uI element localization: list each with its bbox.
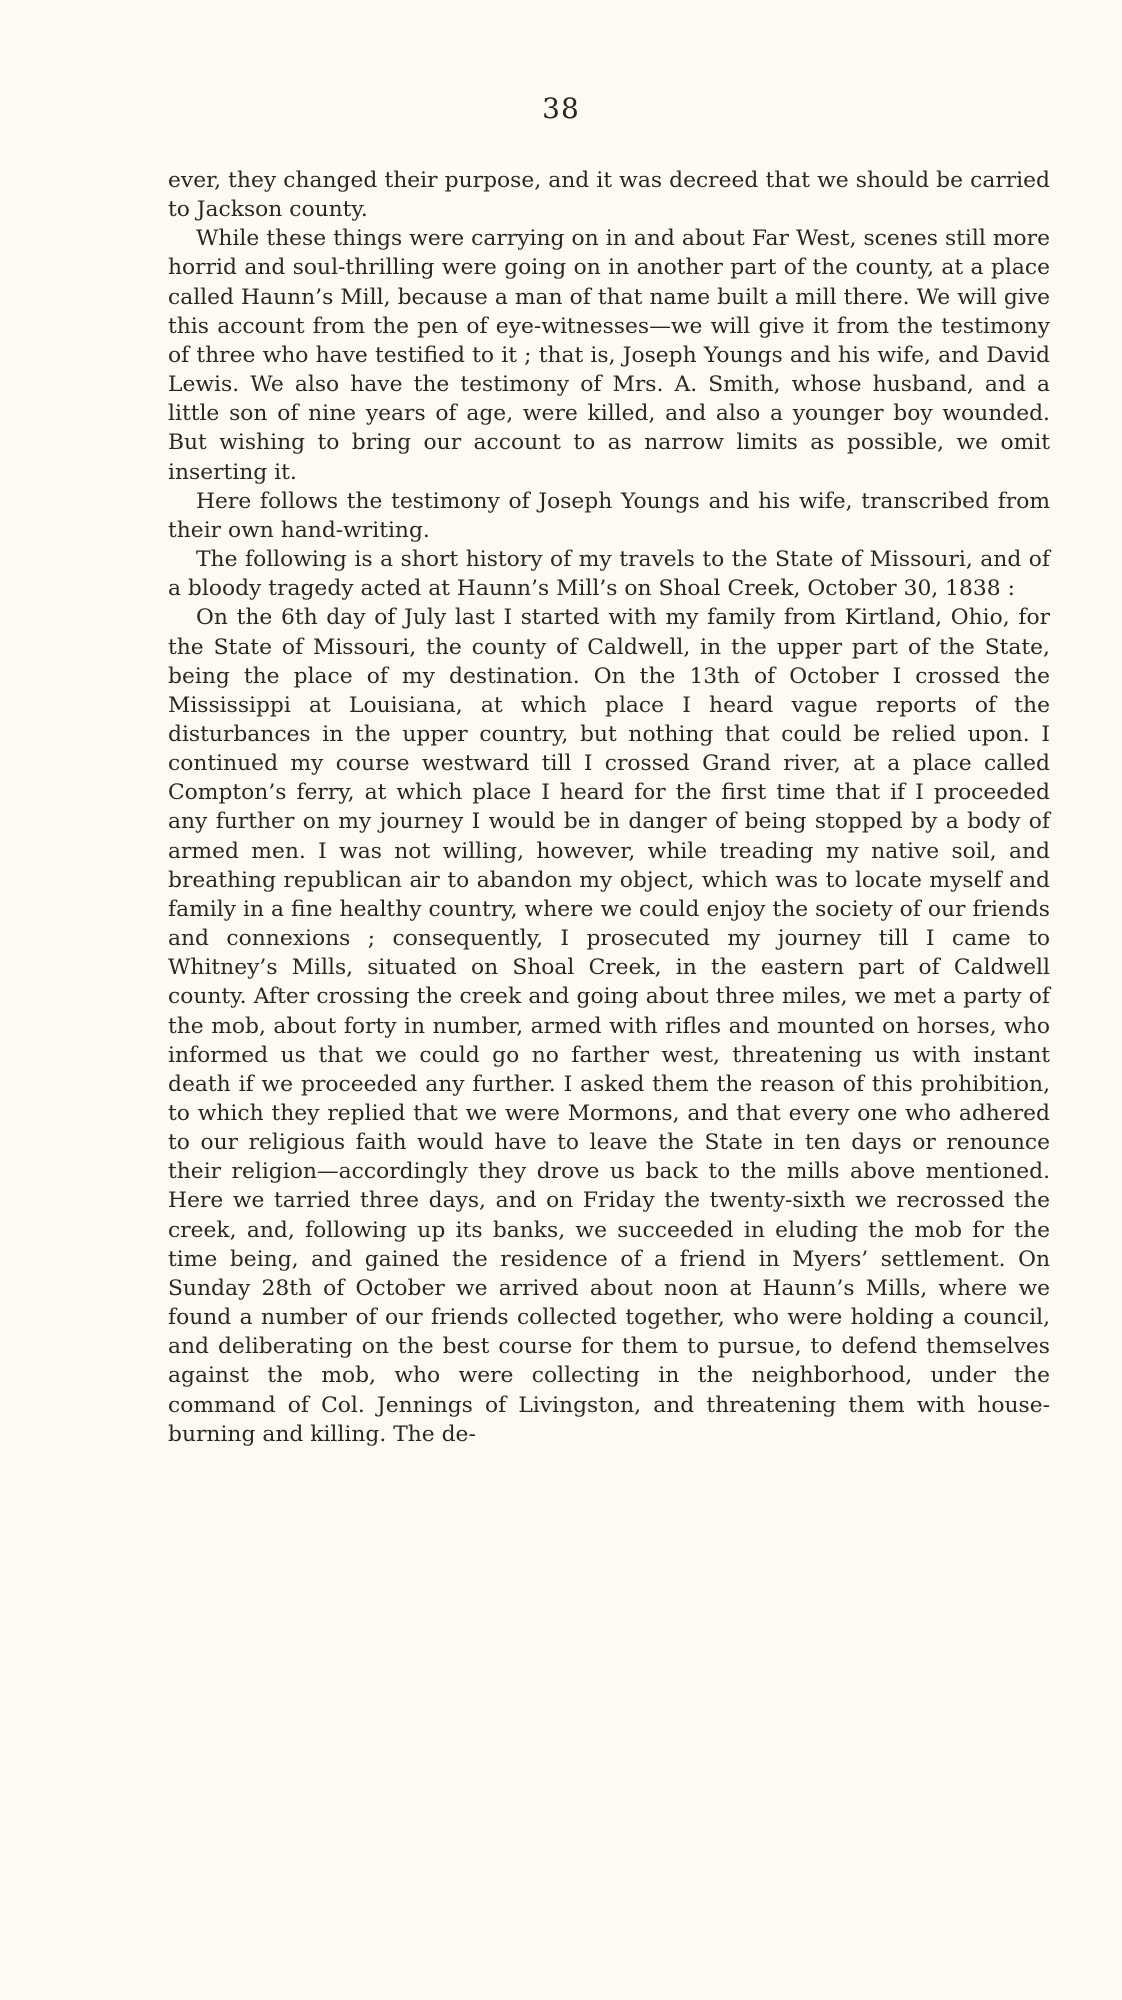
paragraph-history-heading: The following is a short history of my travels to the State of Missouri, and of a bloody tragedy acted at Haunn’s Mill’s on Shoal Creek, October 30, 1838 :: [168, 547, 1050, 602]
paragraph-far-west: While these things were carrying on in and about Far West, scenes still more horrid and soul-thrilling were going on in another part of the county, at a place called Haunn’s Mill, because a man of that name built a mill there. We will give this account from the pen of eye-witnesses—we will give it from the testimony of three who have testified to it ; that is, Joseph Youngs and his wife, and David Lewis. We also have the testimony of Mrs. A. Smith, whose husband, and a little son of nine years of age, were killed, and also a younger boy wounded. But wishing to bring our account to as narrow limits as possible, we omit inserting it.: [168, 226, 1050, 485]
page-number: 38: [542, 92, 580, 125]
body-text: [168, 166, 1050, 1449]
paragraph-testimony-intro: Here follows the testimony of Joseph Youngs and his wife, transcribed from their own hand-writing.: [168, 488, 1050, 543]
paragraph-narrative: On the 6th day of July last I started with my family from Kirtland, Ohio, for the State of Missouri, the county of Caldwell, in the upper part of the State, being the place of my destination. On the 13th of October I crossed the Mississippi at Louisiana, at which place I heard vague reports of the disturbances in the upper country, but nothing that could be relied upon. I continued my course westward till I crossed Grand river, at a place called Compton’s ferry, at which place I heard for the first time that if I proceeded any further on my journey I would be in danger of being stopped by a body of armed men. I was not willing, however, while treading my native soil, and breathing republican air to abandon my object, which was to locate myself and family in a fine healthy country, where we could enjoy the society of our friends and connexions ; consequently, I prosecuted my journey till I came to Whitney’s Mills, situated on Shoal Creek, in the eastern part of Caldwell county. After crossing the creek and going about three miles, we met a party of the mob, about forty in number, armed with rifles and mounted on horses, who informed us that we could go no farther west, threatening us with instant death if we proceeded any further. I asked them the reason of this prohibition, to which they replied that we were Mormons, and that every one who adhered to our religious faith would have to leave the State in ten days or renounce their religion—accordingly they drove us back to the mills above mentioned. Here we tarried three days, and on Friday the twenty-sixth we recrossed the creek, and, following up its banks, we succeeded in eluding the mob for the time being, and gained the residence of a friend in Myers’ settlement. On Sunday 28th of October we arrived about noon at Haunn’s Mills, where we found a number of our friends collected together, who were holding a council, and deliberating on the best course for them to pursue, to defend themselves against the mob, who were collecting in the neighborhood, under the command of Col. Jennings of Livingston, and threatening them with house-burning and killing. The de-: [168, 605, 1050, 1447]
paragraph-continuation: ever, they changed their purpose, and it was decreed that we should be carried to Jackson county.: [168, 168, 1050, 223]
